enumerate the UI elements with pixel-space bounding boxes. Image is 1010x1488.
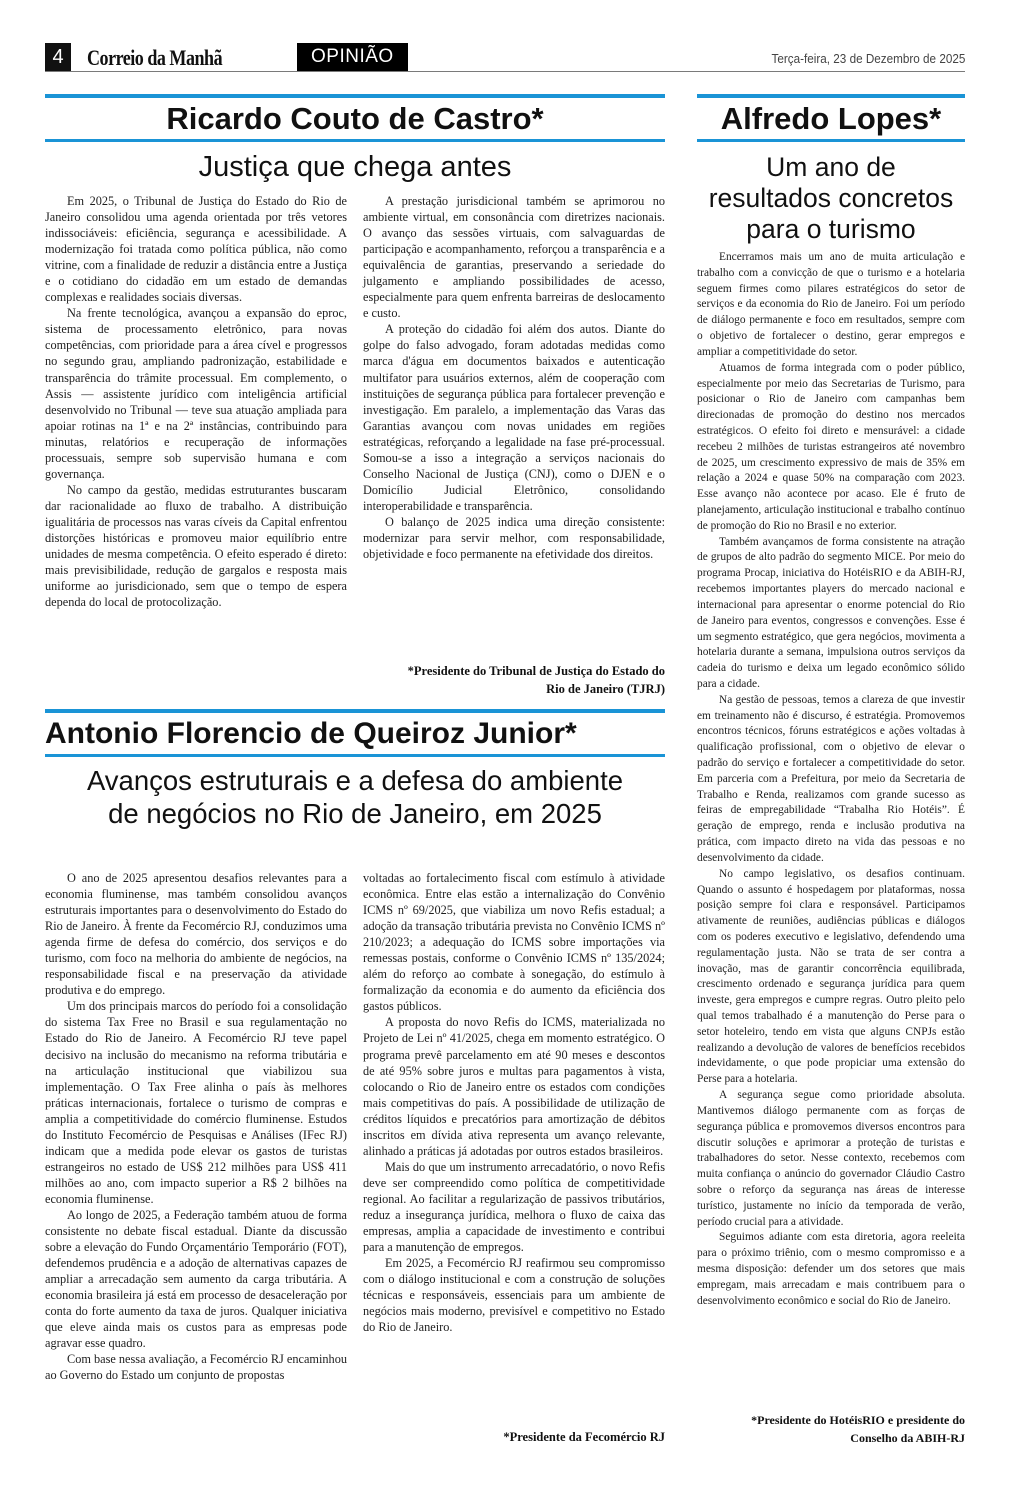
article-headline: Justiça que chega antes [198,151,512,183]
paragraph-continued: voltadas ao fortalecimento fiscal com estímulo à atividade econômica. Entre elas estão a internalização do Convênio ICMS nº 69/2025, que viabiliza um novo Refis estadual; a adoção da transação tributária prevista no Convênio ICMS nº 210/2023; a adequação do ICMS sobre importações via remessas postais, conforme o Convênio ICMS nº 135/2024; além do reforço ao combate à sonegação, do estímulo à formalização da economia e do aumento da eficiência dos gastos públicos. [363,871,665,1014]
author-name: Ricardo Couto de Castro* [166,101,544,136]
paragraph: Em 2025, o Tribunal de Justiça do Estado do Rio de Janeiro consolidou uma agenda orientada por três vetores indissociáveis: eficiência, segurança e acessibilidade. A modernização foi tratada como política pública, não como vitrine, com a finalidade de reduzir a distância entre a Justiça e o cotidiano do cidadão em um estado de demandas complexas e realidades sociais diversas. [45,194,347,305]
signature-line: *Presidente do Tribunal de Justiça do Estado do [407,664,665,678]
paragraph: O ano de 2025 apresentou desafios relevantes para a economia fluminense, mas também consolidou avanços estruturais importantes para o desenvolvimento do Estado do Rio de Janeiro. À frente da Fecomércio RJ, conduzimos uma agenda firme de defesa do comércio, dos serviços e do turismo, com foco na melhoria do ambiente de negócios, na responsabilidade fiscal e na preservação da atividade produtiva e do emprego. [45,871,347,998]
page-number: 4 [45,43,71,71]
paragraph: Ao longo de 2025, a Federação também atuou de forma consistente no debate fiscal estadual. Diante da discussão sobre a elevação do Fundo Orçamentário Temporário (FOT), defendemos prudência e a adoção de alternativas capazes de ampliar a arrecadação sem aumento da carga tributária. A economia brasileira já está em processo de desaceleração por conta do forte aumento da taxa de juros. Qualquer iniciativa que eleve ainda mais os custos para as empresas pode agravar esse quadro. [45,1207,347,1351]
signature-line: Conselho da ABIH-RJ [850,1431,965,1445]
paragraph: A proteção do cidadão foi além dos autos. Diante do golpe do falso advogado, foram adotadas medidas como marca d'água em documentos baixados e autenticação multifator para usuários externos, além de cooperação com instituições de segurança pública para fortalecer prevenção e investigação. Em paralelo, a implementação das Varas das Garantias avançou com novas unidades em regiões estratégicas, reforçando a legalidade na fase pré-processual. Somou-se a isso a integração a serviços nacionais do Conselho Nacional de Justiça (CNJ), como o DJEN e o Domicílio Judicial Eletrônico, consolidando interoperabilidade e transparência. [363,322,665,513]
author-signature [363,662,665,698]
headline-line: Avanços estruturais e a defesa do ambiente [86,765,624,796]
accent-rule [45,754,665,757]
masthead [45,43,965,72]
paragraph: A prestação jurisdicional também se aprimorou no ambiente virtual, em consonância com diretrizes nacionais. O avanço das sessões virtuais, com salvaguardas de participação e acompanhamento, reforçou a transparência e a equivalência de garantias, preservando a seriedade do julgamento e ampliando possibilidades de acesso, especialmente para quem enfrenta barreiras de deslocamento e custo. [363,194,665,321]
headline-line: de negócios no Rio de Janeiro, em 2025 [108,798,602,829]
paragraph: Em 2025, a Fecomércio RJ reafirmou seu compromisso com o diálogo institucional e com a construção de soluções técnicas e responsáveis, essenciais para um ambiente de negócios mais moderno, previsível e competitivo no Estado do Rio de Janeiro. [363,1256,665,1335]
article-column-1 [45,870,347,1384]
issue-date: Terça-feira, 23 de Dezembro de 2025 [771,51,965,66]
author-signature [697,1411,965,1447]
newspaper-logo: Correio da Manhã [87,45,223,70]
section-label: OPINIÃO [297,43,408,71]
author-name: Antonio Florencio de Queiroz Junior* [45,717,577,750]
paragraph: Um dos principais marcos do período foi a consolidação do sistema Tax Free no Brasil e sua regulamentação no Estado do Rio de Janeiro. A Fecomércio RJ teve papel decisivo na inclusão do mecanismo na reforma tributária e na articulação institucional que viabilizou sua implementação. O Tax Free alinha o país às melhores práticas internacionais, fortalece o turismo de compras e amplia a competitividade do comércio fluminense. Estudos do Instituto Fecomércio de Pesquisas e Análises (IFec RJ) indicam que a medida pode elevar os gastos de turistas estrangeiros no estado de US$ 212 milhões para US$ 411 milhões ao ano, com impacto superior a R$ 2 bilhões na economia fluminense. [45,999,347,1206]
headline-line: para o turismo [746,214,916,244]
headline-line: resultados concretos [708,183,954,213]
article-column-2 [363,870,665,1335]
paragraph: Mais do que um instrumento arrecadatório, o novo Refis deve ser compreendido como política de competitividade regional. Ao facilitar a regularização de passivos tributários, reduz a insegurança jurídica, melhora o fluxo de caixa das empresas, amplia a capacidade de investimento e contribui para a manutenção de empregos. [363,1159,665,1255]
paragraph: O balanço de 2025 indica uma direção consistente: modernizar para servir melhor, com responsabilidade, objetividade e foco permanente na efetividade dos direitos. [363,514,665,562]
paragraph: No campo da gestão, medidas estruturantes buscaram dar racionalidade ao fluxo de trabalho. A distribuição igualitária de processos nas varas cíveis da Capital enfrentou distorções históricas e promoveu maior equilíbrio entre unidades de mesma competência. O efeito esperado é direto: mais previsibilidade, redução de gargalos e resposta mais uniforme ao jurisdicionado, sem que o tempo de espera dependa do local de protocolização. [45,482,347,610]
author-name: Alfredo Lopes* [720,101,942,136]
accent-rule [697,139,965,142]
paragraph: Encerramos mais um ano de muita articulação e trabalho com a convicção de que o turismo e a hotelaria seguem firmes como pilares estratégicos do setor de serviços e da economia do Rio de Janeiro. Foi um período de diálogo permanente e foco em resultados, sempre com o objetivo de fortalecer o destino, gerar empregos e ampliar a competitividade do setor. [697,251,965,358]
article-column [697,250,965,1309]
paragraph: A proposta do novo Refis do ICMS, materializada no Projeto de Lei nº 41/2025, chega em momento estratégico. O programa prevê parcelamento em até 90 meses e descontos de até 95% sobre juros e multas para pagamentos à vista, colocando o Rio de Janeiro entre os estados com condições mais competitivas do país. A possibilidade de utilização de créditos líquidos e precatórios para amortização de débitos inscritos em dívida ativa representa um avanço relevante, alinhado a práticas já adotadas por outros estados brasileiros. [363,1015,665,1158]
paragraph: A segurança segue como prioridade absoluta. Mantivemos diálogo permanente com as forças de segurança pública e promovemos diversos encontros para discutir soluções e aprimorar a proteção de turistas e trabalhadores do setor. Nesse contexto, recebemos com muita confiança o anúncio do governador Cláudio Castro sobre o reforço da segurança nas áreas de interesse turístico, justamente no início da temporada de verão, período crucial para a atividade. [697,1089,965,1228]
paragraph: Com base nessa avaliação, a Fecomércio RJ encaminhou ao Governo do Estado um conjunto de propostas [45,1352,348,1383]
article-column-1 [45,193,347,610]
article-headline [697,152,965,245]
paragraph: Seguimos adiante com esta diretoria, agora reeleita para o próximo triênio, com o mesmo compromisso e a mesma disposição: defender um dos setores que mais empregam, mais arrecadam e mais contribuem para o desenvolvimento econômico e social do Rio de Janeiro. [697,1231,965,1307]
headline-line: Um ano de [766,152,896,182]
accent-rule [45,139,665,142]
paragraph: No campo legislativo, os desafios continuam. Quando o assunto é hospedagem por plataformas, nossa posição sempre foi clara e responsável. Participamos ativamente de reuniões, audiências públicas e diálogos com os poderes executivo e legislativo, defendendo uma regulamentação justa. Não se trata de ser contra a inovação, mas de garantir concorrência equilibrada, crescimento ordenado e segurança jurídica para quem investe, gera empregos e cumpre regras. Outro pleito pelo qual temos trabalhado é a manutenção do Perse para o setor hoteleiro, tendo em vista que alguns CNPJs estão realizando a devolução de valores de benefícios recebidos indevidamente, o que pode propiciar uma extensão do Perse para a hotelaria. [697,867,965,1086]
signature-line: Rio de Janeiro (TJRJ) [546,682,665,696]
paragraph: Atuamos de forma integrada com o poder público, especialmente por meio das Secretarias de Turismo, para posicionar o Rio de Janeiro com campanhas bem direcionadas de promoção do destino nos mercados estratégicos. O efeito foi direto e mensurável: a cidade recebeu 2 milhões de turistas estrangeiros até novembro de 2025, um crescimento expressivo de mais de 35% em relação a 2024 e quase 50% na comparação com 2023. Esse avanço não acontece por acaso. Ele é fruto de planejamento, articulação institucional e trabalho contínuo de promoção do Rio no Brasil e no exterior. [697,361,965,532]
article-column-2 [363,193,665,562]
paragraph: Também avançamos de forma consistente na atração de grupos de alto padrão do segmento MICE. Por meio do programa Procap, iniciativa do HotéisRIO e da ABIH-RJ, recebemos importantes players do mercado nacional e internacional para apresentar o enorme potencial do Rio de Janeiro para eventos, congressos e convenções. Esse é um segmento estratégico, que gera negócios, movimenta a hotelaria durante a semana, impulsiona outros serviços da cadeia do turismo e deixa um legado econômico sólido para a cidade. [697,535,965,690]
signature-line: *Presidente do HotéisRIO e presidente do [751,1413,965,1427]
author-signature: *Presidente da Fecomércio RJ [503,1430,665,1444]
article-headline [45,764,665,830]
paragraph: Na gestão de pessoas, temos a clareza de que investir em treinamento não é discurso, é estratégia. Promovemos encontros técnicos, fóruns estratégicos e ações voltadas à qualificação profissional, com o objetivo de elevar o padrão do serviço e fortalecer a competitividade do setor. Em parceria com a Prefeitura, por meio da Secretaria de Trabalho e Renda, realizamos com grande sucesso as feiras de empregabilidade “Trabalha Rio Hotéis”. É geração de emprego, renda e inclusão produtiva na prática, com impacto direto na vida das pessoas e no desenvolvimento da cidade. [697,693,965,864]
paragraph: Na frente tecnológica, avançou a expansão do eproc, sistema de processamento eletrônico, para novas competências, com prioridade para a área cível e progressos no segundo grau, ampliando padronização, estabilidade e transparência do trâmite processual. Em complemento, o Assis — assistente jurídico com inteligência artificial desenvolvido no Tribunal — teve sua atuação ampliada para apoiar rotinas na 1ª e na 2ª instâncias, contribuindo para minutas, relatórios e recuperação de informações processuais, sempre sob supervisão humana e com governança. [45,306,347,481]
